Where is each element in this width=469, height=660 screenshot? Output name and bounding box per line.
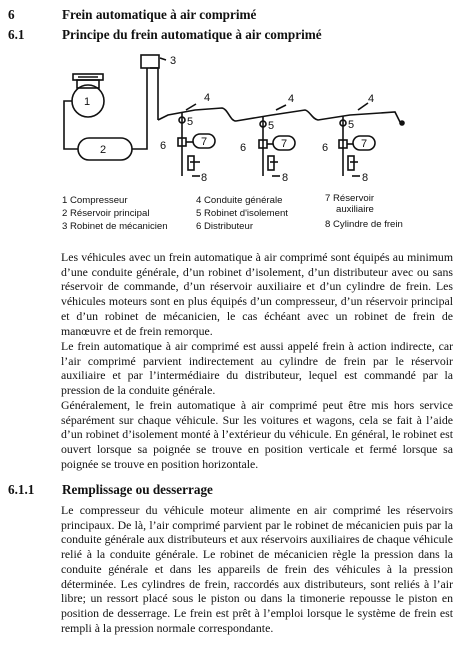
- drivers-valve-symbol: [141, 55, 159, 68]
- section-6-1-1-number: 6.1.1: [8, 482, 35, 497]
- callout-6: 6: [160, 140, 167, 152]
- callout-2: 2: [100, 144, 107, 156]
- callout-5-b: 5: [268, 120, 275, 132]
- callout-8-b: 8: [282, 172, 289, 184]
- callout-4-b: 4: [288, 93, 295, 105]
- section-6-title: Frein automatique à air comprimé: [62, 7, 257, 22]
- section-6-1-number: 6.1: [8, 27, 25, 42]
- legend-distributor: 6 Distributeur: [196, 221, 254, 232]
- paragraph-equipment: Les véhicules avec un frein automatique à air comprimé sont équipés au minimum d’une conduite générale, d’un robinet d’isolement, d’un distributeur avec ou sans réservoir de commande, d’un réservoir auxiliaire et d’un cylindre de frein. Les véhicules moteurs sont en plus équipés d’un compresseur, d’un réservoir principal et d’un robinet de mécanicien, le cas échéant avec un robinet de frein de manœuvre et de frein remorque.: [61, 250, 453, 338]
- callout-6-b: 6: [240, 142, 247, 154]
- callout-4-c: 4: [368, 93, 375, 105]
- legend-aux-reservoir: 7 Réservoir: [325, 193, 375, 204]
- brake-system-diagram: [0, 47, 469, 187]
- section-6-number: 6: [8, 7, 15, 22]
- callout-8: 8: [201, 172, 208, 184]
- vehicle-unit-2: [259, 117, 295, 176]
- callout-4: 4: [204, 92, 211, 104]
- section-6-1-title: Principe du frein automatique à air comprimé: [62, 27, 322, 42]
- legend-aux-reservoir-line2: auxiliaire: [336, 204, 374, 215]
- vehicle-unit-3: [339, 116, 375, 176]
- legend-isolating-cock: 5 Robinet d'isolement: [196, 208, 288, 219]
- brake-pipe: [158, 108, 400, 122]
- callout-3: 3: [170, 55, 177, 67]
- paragraph-filling: Le compresseur du véhicule moteur alimente en air comprimé les réservoirs principaux. De là, l’air comprimé parvient par le robinet de mécanicien puis par la conduite générale aux distributeurs et aux réservoirs auxiliaires de chaque véhicule relié à la conduite générale. Le robinet de mécanicien règle la pression dans la conduite générale et dans les appareils de frein des véhicules à la pression déterminée. Les cylindres de frein, raccordés aux distributeurs, sont reliés à l’air libre; un ressort placé sous le piston ou dans la timonerie repousse le piston en position de desserrage. Le frein est prêt à l’emploi lorsque le système de frein est rempli à la pression normale correspondante.: [61, 503, 453, 635]
- legend-main-reservoir: 2 Réservoir principal: [62, 208, 150, 219]
- legend-drivers-valve: 3 Robinet de mécanicien: [62, 221, 168, 232]
- callout-6-c: 6: [322, 142, 329, 154]
- section-6-1-1-title: Remplissage ou desserrage: [62, 482, 213, 497]
- vehicle-unit-1: [178, 112, 215, 176]
- paragraph-isolation: Généralement, le frein automatique à air comprimé peut être mis hors service séparément sur chaque véhicule. Sur les voitures et wagons, cela se fait à l’aide d’un robinet d’isolement monté à l’extérieur du véhicule. En général, le robinet est ouvert lorsque sa poignée se trouve en position verticale et fermé lorsque sa poignée se trouve en position horizontale.: [61, 398, 453, 471]
- compressor-pipe: [64, 101, 78, 149]
- legend-brake-cylinder: 8 Cylindre de frein: [325, 219, 403, 230]
- legend-compressor: 1 Compresseur: [62, 195, 128, 206]
- callout-5-c: 5: [348, 119, 355, 131]
- callout-7: 7: [201, 136, 208, 148]
- reservoir-pipe: [132, 68, 147, 149]
- callout-7-b: 7: [281, 138, 288, 150]
- paragraph-indirect-action: Le frein automatique à air comprimé est aussi appelé frein à action indirecte, car l’air comprimé parvient indirectement au cylindre de frein par le réservoir auxiliaire et par l’intermédiaire du distributeur, lequel est commandé par la pression de la conduite générale.: [61, 339, 453, 398]
- callout-5: 5: [187, 116, 194, 128]
- callout-8-c: 8: [362, 172, 369, 184]
- callout-7-c: 7: [361, 138, 368, 150]
- legend-brake-pipe: 4 Conduite générale: [196, 195, 283, 206]
- callout-1: 1: [84, 96, 91, 108]
